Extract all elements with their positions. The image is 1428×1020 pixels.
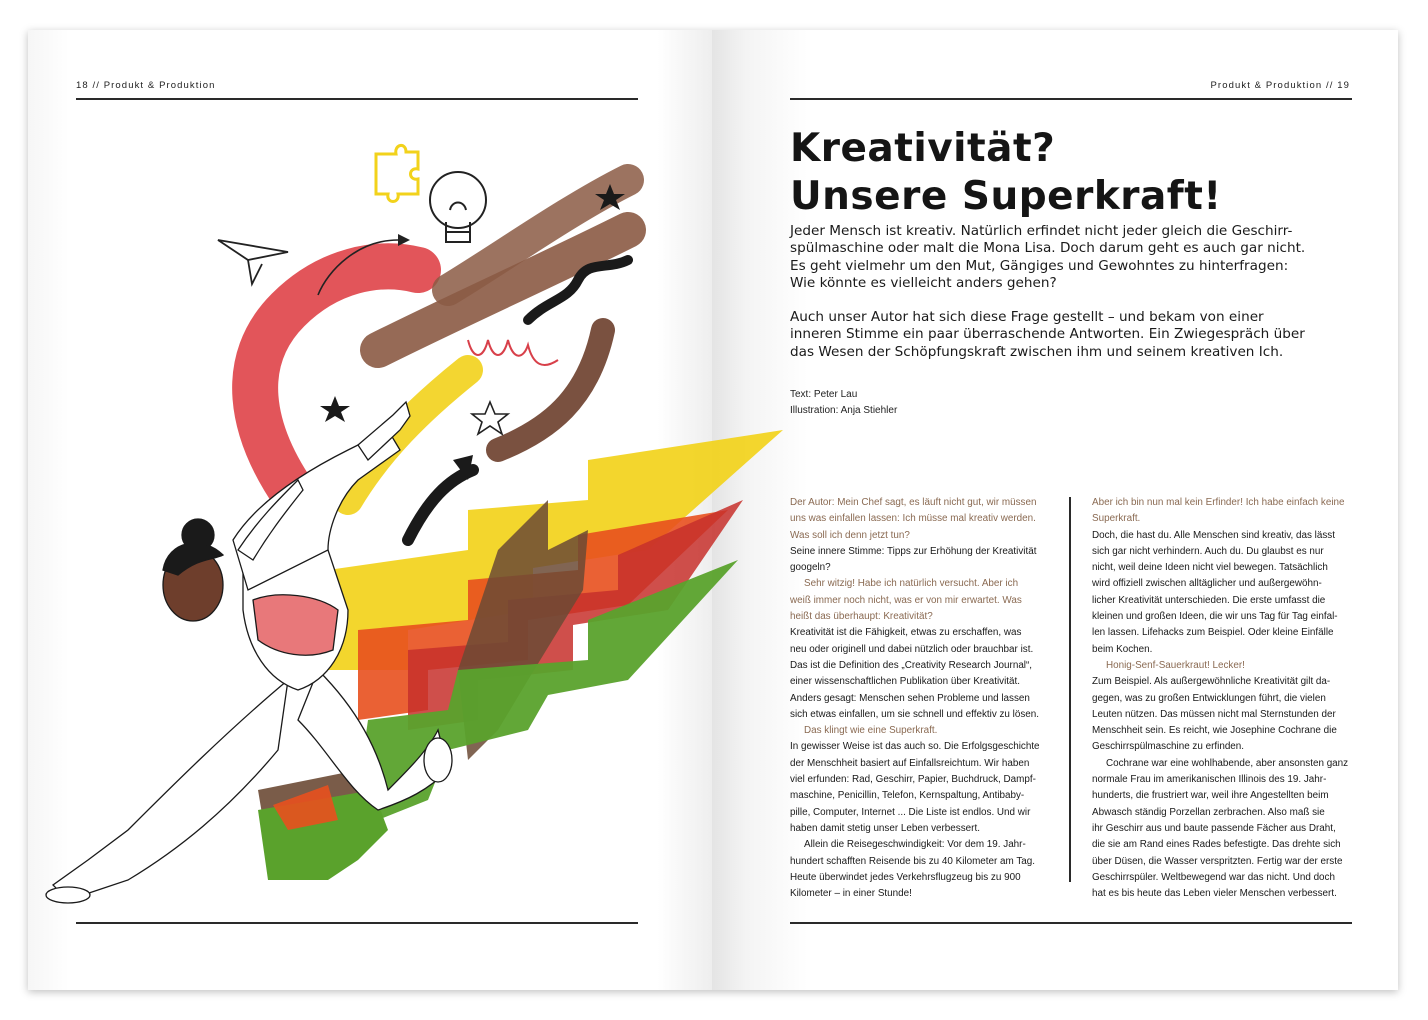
body-text-line: haben damit stetig unser Leben verbessert.: [790, 822, 980, 834]
body-text-line: beim Kochen.: [1092, 643, 1153, 655]
intro-line: das Wesen der Schöpfungskraft zwischen ihm und seinem kreativen Ich.: [790, 343, 1284, 360]
body-text-line: Seine innere Stimme: Tipps zur Erhöhung der Kreativität: [790, 545, 1037, 557]
body-text-line: maschine, Penicillin, Telefon, Kernspaltung, Antibaby-: [790, 790, 1025, 802]
body-text-line: Menschheit sein. Es reicht, wie Josephine Cochrane die: [1092, 725, 1337, 737]
body-text-line: Leuten nützen. Das müssen nicht mal Sternstunden der: [1092, 708, 1336, 720]
body-text-line: Zum Beispiel. Als außergewöhnliche Kreativität gilt da-: [1092, 676, 1331, 688]
body-text-line: Allein die Reisegeschwindigkeit: Vor dem 19. Jahr-: [804, 839, 1026, 851]
body-text-line: pille, Computer, Internet ... Die Liste ist endlos. Und wir: [790, 806, 1031, 818]
body-text-line: die sie am Rand eines Rades befestigte. Das drehte sich: [1092, 839, 1341, 851]
body-text-line: googeln?: [790, 562, 831, 574]
top-rule-right: [790, 98, 1352, 100]
body-text-line: Abwasch ständig Porzellan zerbrachen. Also maß sie: [1092, 806, 1325, 818]
body-text-line: Cochrane war eine wohlhabende, aber ansonsten ganz: [1106, 757, 1349, 769]
bold-arrow-icon: [408, 470, 473, 540]
body-text-line: weiß immer noch nicht, was er von mir erwartet. Was: [790, 594, 1022, 606]
right-page: [712, 30, 1398, 990]
body-text-line: sich etwas einfallen, um sie schnell und effektiv zu lösen.: [790, 708, 1040, 720]
body-text-line: der Menschheit basiert auf Einfallsreichtum. Wir haben: [790, 757, 1030, 769]
body-text-line: hat es bis heute das Leben vieler Menschen verbessert.: [1092, 888, 1337, 900]
body-text-line: wird offiziell zwischen alltäglicher und außergewöhn-: [1092, 578, 1322, 590]
dancer-foot-back: [46, 887, 90, 903]
body-text-line: Das klingt wie eine Superkraft.: [804, 725, 938, 737]
star-icon: [320, 396, 350, 422]
intro-paragraph-2: [790, 309, 1310, 361]
headline-line-1: Kreativität?: [790, 126, 1056, 171]
paper-plane-icon: [218, 240, 288, 284]
brush-brown-3: [498, 330, 603, 450]
body-text-line: sich gar nicht verhindern. Auch du. Du glaubst es nur: [1092, 545, 1324, 557]
illustration: [28, 30, 788, 990]
body-text-line: Geschirrspüler. Weltbewegend war das nicht. Und doch: [1092, 871, 1335, 883]
page-folio-right: Produkt & Produktion // 19: [1210, 80, 1350, 91]
article-credits: [790, 387, 897, 419]
body-text-line: licher Kreativität unterschieden. Die erste umfasst die: [1092, 594, 1326, 606]
body-column-left: [790, 495, 1072, 902]
body-text-line: Das ist die Definition des „Creativity Research Journal“,: [790, 659, 1033, 671]
article-headline: [790, 125, 1222, 221]
body-text-line: Anders gesagt: Menschen sehen Probleme und lassen: [790, 692, 1030, 704]
body-text-line: Aber ich bin nun mal kein Erfinder! Ich habe einfach keine: [1092, 497, 1345, 508]
intro-line: Auch unser Autor hat sich diese Frage gestellt – und bekam von einer: [790, 309, 1264, 326]
body-text-line: hunderts, die frustriert war, weil ihre Angestellten beim: [1092, 790, 1329, 802]
page-folio-left: 18 // Produkt & Produktion: [76, 80, 216, 91]
body-text-line: heißt das überhaupt: Kreativität?: [790, 611, 933, 623]
body-text-line: hundert schafften Reisende bis zu 40 Kilometer am Tag.: [790, 855, 1036, 867]
intro-line: spülmaschine oder malt die Mona Lisa. Doch darum geht es auch gar nicht.: [790, 240, 1306, 257]
dancer-leg-back: [53, 680, 288, 900]
body-text-line: Heute überwindet jedes Verkehrsflugzeug bis zu 900: [790, 871, 1021, 883]
dancer-foot-front: [424, 738, 452, 782]
body-column-right: [1092, 495, 1374, 902]
body-text-line: Sehr witzig! Habe ich natürlich versucht. Aber ich: [804, 578, 1019, 590]
body-text-line: len lassen. Lifehacks zum Beispiel. Oder kleine Einfälle: [1092, 627, 1334, 639]
column-divider: [1069, 497, 1071, 882]
body-text-line: Superkraft.: [1092, 513, 1141, 525]
intro-line: Wie könnte es vielleicht anders gehen?: [790, 274, 1057, 291]
intro-paragraph-1: [790, 223, 1310, 292]
lightbulb-icon: [430, 172, 486, 242]
headline-line-2: Unsere Superkraft!: [790, 174, 1222, 219]
intro-line: Es geht vielmehr um den Mut, Gängiges und Gewohntes zu hinterfragen:: [790, 257, 1289, 274]
body-text-line: Geschirrspülmaschine zu erfinden.: [1092, 741, 1245, 753]
body-text-line: Der Autor: Mein Chef sagt, es läuft nicht gut, wir müssen: [790, 497, 1037, 508]
star-outline-icon: [472, 402, 508, 434]
body-text-line: normale Frau im amerikanischen Illinois des 19. Jahr-: [1092, 774, 1327, 786]
body-text-line: Kilometer – in einer Stunde!: [790, 888, 912, 900]
credit-text-author: Text: Peter Lau: [790, 389, 858, 400]
squiggle-red: [468, 340, 558, 365]
bottom-rule-right: [790, 922, 1352, 924]
body-text-line: gegen, was zu großen Entwicklungen führt, die vielen: [1092, 692, 1326, 704]
body-text-line: ihr Geschirr aus und baute passende Fächer aus Draht,: [1092, 822, 1336, 834]
magazine-spread: [28, 30, 1398, 990]
body-text-line: Honig-Senf-Sauerkraut! Lecker!: [1106, 659, 1245, 671]
body-text-line: Kreativität ist die Fähigkeit, etwas zu erschaffen, was: [790, 627, 1022, 639]
intro-line: inneren Stimme ein paar überraschende Antworten. Ein Zwiegespräch über: [790, 326, 1305, 343]
body-text-line: über Düsen, die Wasser verspritzten. Fertig war der erste: [1092, 855, 1343, 867]
body-text-line: einer wissenschaftlichen Publikation über Kreativität.: [790, 676, 1020, 688]
body-text-line: kleinen und großen Ideen, die wir uns Tag für Tag einfal-: [1092, 611, 1338, 623]
body-text-line: viel erfunden: Rad, Geschirr, Papier, Buchdruck, Dampf-: [790, 774, 1036, 786]
body-text-line: In gewisser Weise ist das auch so. Die Erfolgsgeschichte: [790, 741, 1040, 753]
body-text-line: uns was einfallen lassen: Ich müsse mal kreativ werden.: [790, 513, 1036, 525]
body-text-line: nicht, weil deine Ideen nicht viel bewegen. Tatsächlich: [1092, 562, 1328, 574]
body-text-line: Doch, die hast du. Alle Menschen sind kreativ, das lässt: [1092, 529, 1335, 541]
body-text-line: Was soll ich denn jetzt tun?: [790, 529, 910, 541]
article-intro: [790, 223, 1310, 378]
body-text-line: neu oder originell und dabei nützlich oder brauchbar ist.: [790, 643, 1034, 655]
credit-illustrator: Illustration: Anja Stiehler: [790, 405, 898, 416]
puzzle-piece-icon: [376, 145, 418, 201]
intro-line: Jeder Mensch ist kreativ. Natürlich erfindet nicht jeder gleich die Geschirr-: [790, 223, 1293, 239]
